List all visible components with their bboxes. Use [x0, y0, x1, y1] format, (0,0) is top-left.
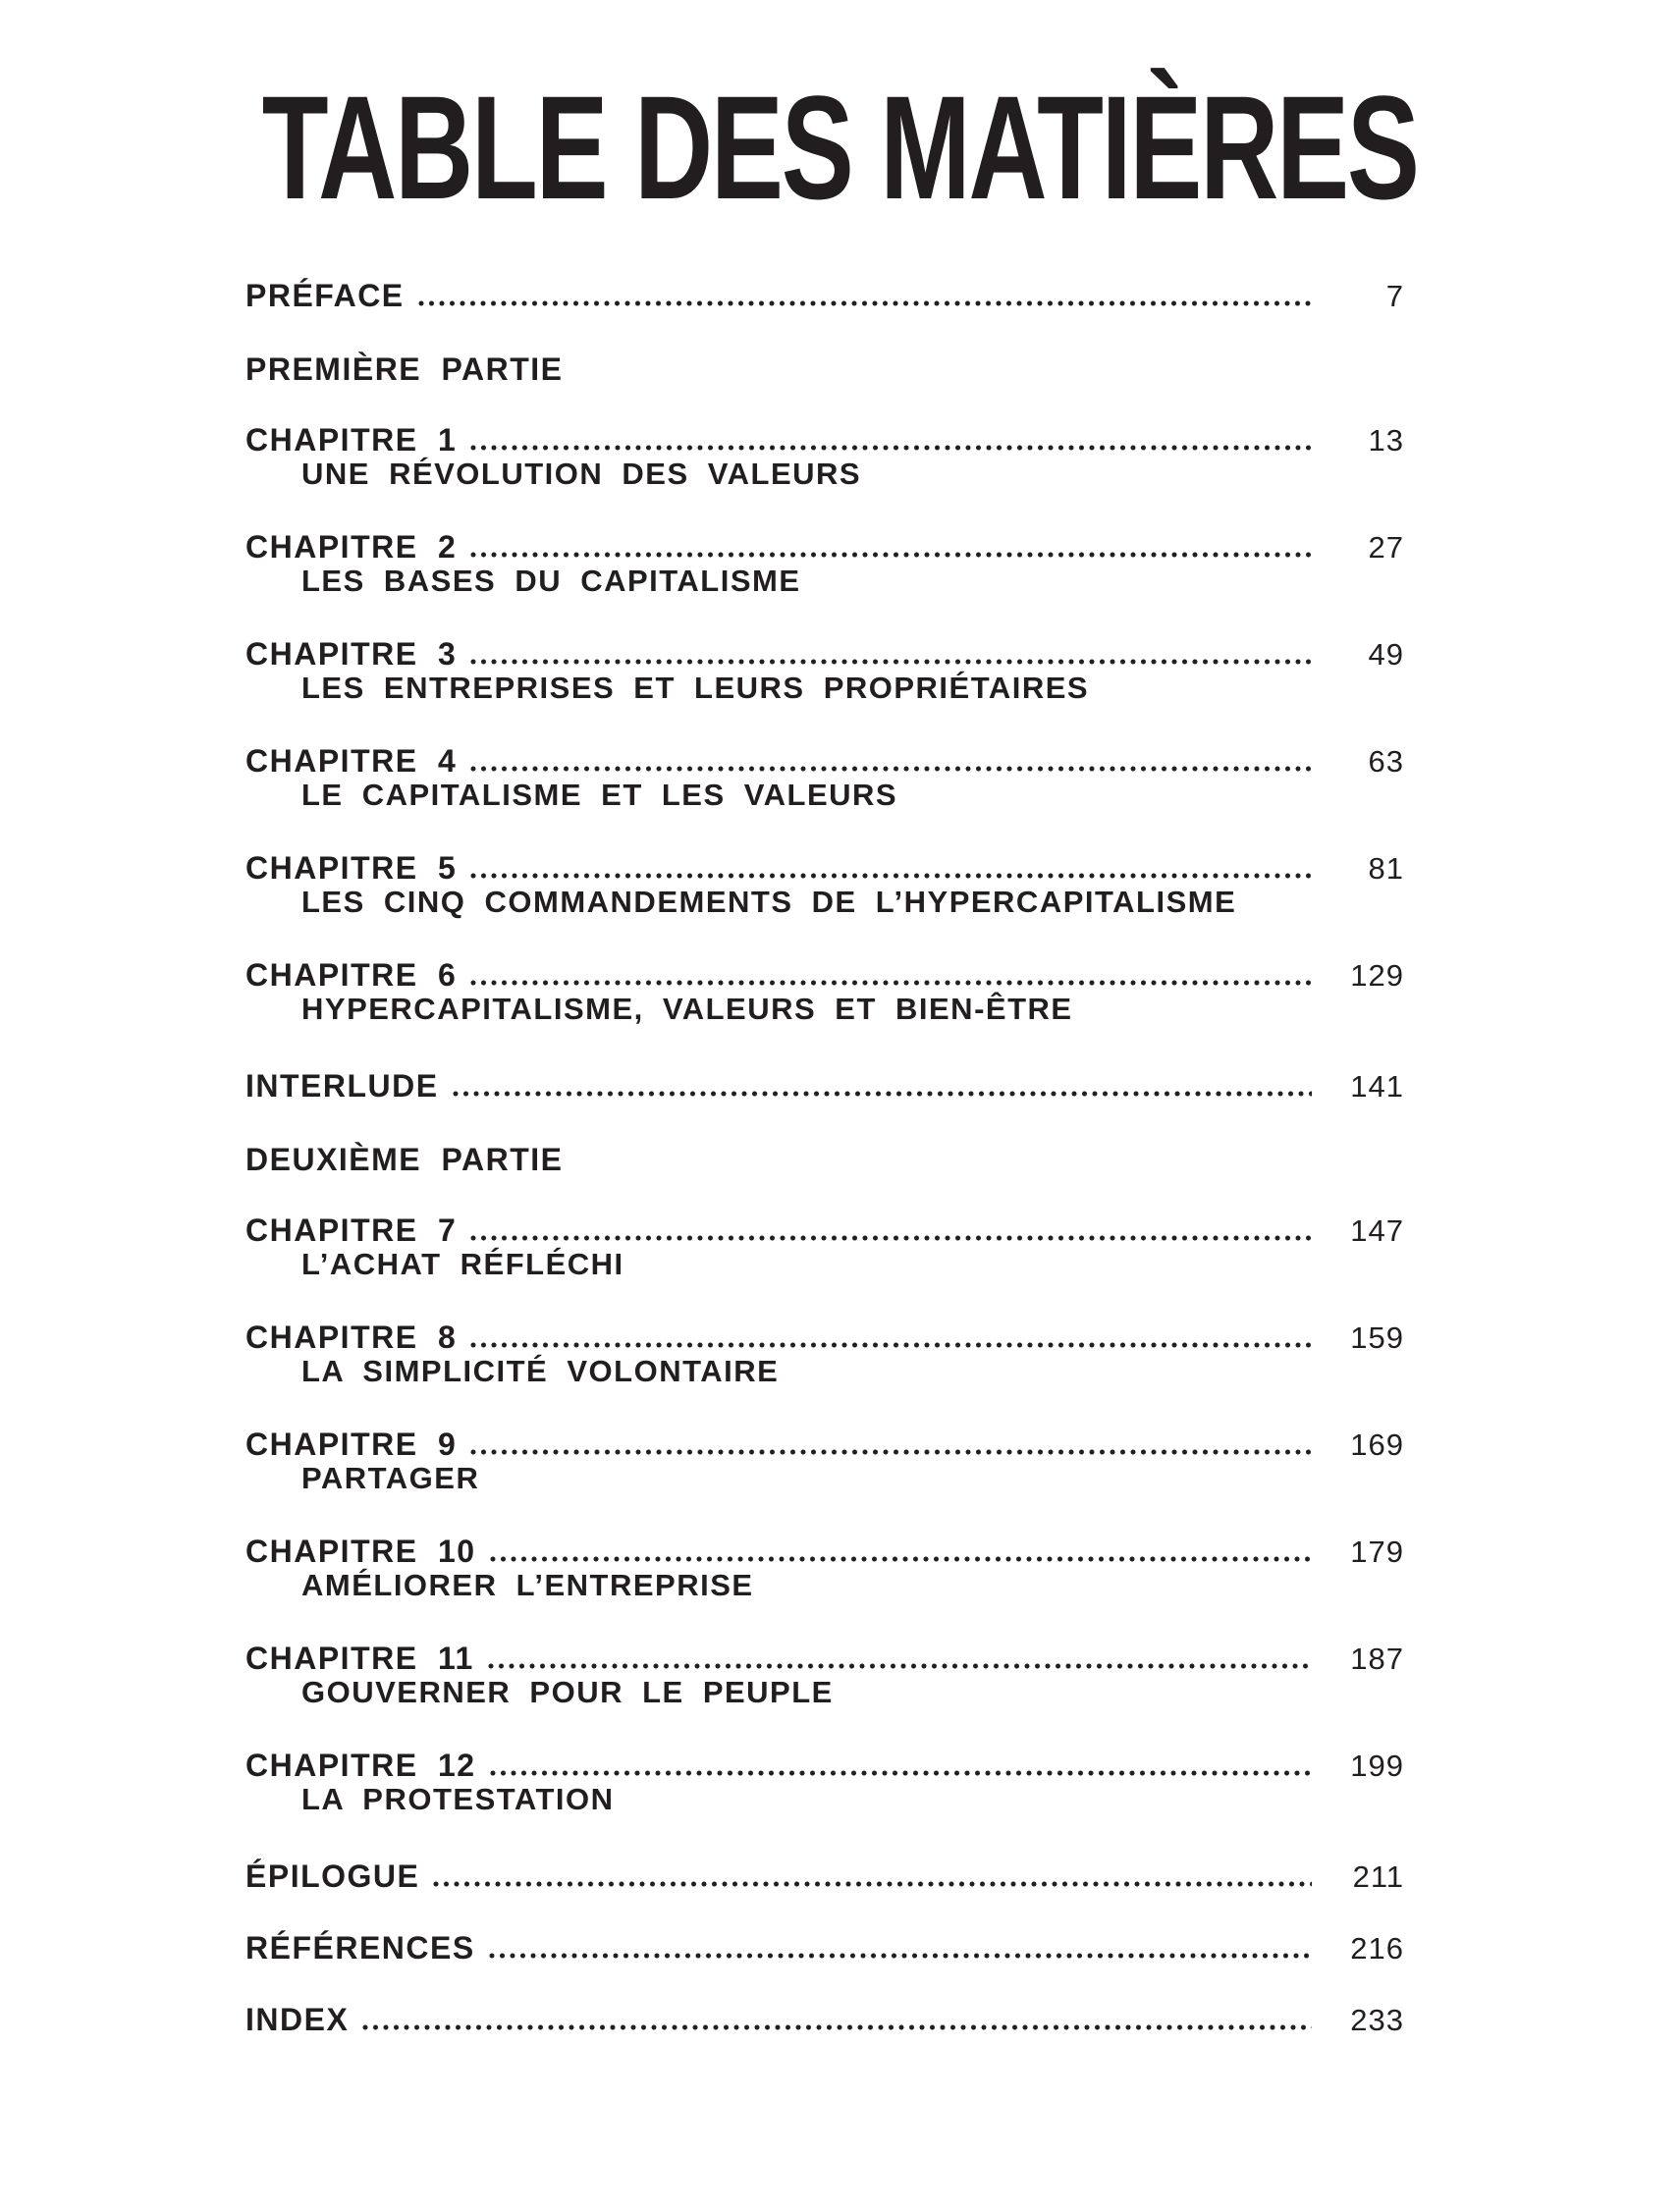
toc-chapter-page: 147 — [1350, 1213, 1404, 1248]
toc-chapter-subtitle: LES BASES DU CAPITALISME — [301, 564, 801, 598]
toc-chapter-8 — [245, 1320, 1404, 1388]
toc-entry-page: 216 — [1350, 1931, 1404, 1966]
toc-chapter-4 — [245, 744, 1404, 812]
toc-chapter-page: 63 — [1368, 744, 1404, 779]
toc-chapter-row — [245, 958, 1404, 993]
toc-chapter-subtitle: PARTAGER — [301, 1461, 480, 1495]
table-of-contents — [0, 279, 1680, 2037]
dot-leader — [488, 1768, 1312, 1778]
dot-leader — [468, 1447, 1312, 1457]
toc-chapter-row — [245, 851, 1404, 886]
toc-entry-interlude — [245, 1069, 1404, 1104]
toc-chapter-page: 159 — [1350, 1320, 1404, 1355]
toc-chapter-page: 81 — [1368, 851, 1404, 886]
dot-leader — [488, 1554, 1312, 1564]
toc-entry-page: 233 — [1350, 2003, 1404, 2037]
toc-chapter-page: 129 — [1350, 958, 1404, 993]
toc-chapter-subtitle: AMÉLIORER L’ENTREPRISE — [301, 1568, 754, 1602]
toc-chapter-1 — [245, 423, 1404, 491]
toc-chapter-page: 199 — [1350, 1749, 1404, 1783]
dot-leader — [487, 1951, 1312, 1961]
toc-chapter-label: CHAPITRE 11 — [245, 1641, 474, 1676]
toc-chapter-label: CHAPITRE 12 — [245, 1748, 476, 1783]
toc-chapter-label: CHAPITRE 9 — [245, 1427, 458, 1462]
toc-section-label: DEUXIÈME PARTIE — [245, 1142, 564, 1177]
toc-entry-page: 7 — [1385, 279, 1404, 313]
dot-leader — [431, 1879, 1312, 1889]
toc-chapter-label: CHAPITRE 8 — [245, 1320, 458, 1355]
toc-chapter-label: CHAPITRE 4 — [245, 743, 458, 779]
toc-entry-preface — [245, 279, 1404, 313]
toc-chapter-label: CHAPITRE 10 — [245, 1534, 476, 1569]
toc-chapter-2 — [245, 530, 1404, 598]
toc-entry-page: 141 — [1350, 1069, 1404, 1104]
toc-chapter-9 — [245, 1428, 1404, 1495]
toc-chapter-page: 179 — [1350, 1535, 1404, 1569]
toc-chapter-label: CHAPITRE 5 — [245, 850, 458, 886]
dot-leader — [486, 1661, 1312, 1671]
dot-leader — [451, 1089, 1312, 1099]
dot-leader — [416, 298, 1312, 308]
toc-section-label: PREMIÈRE PARTIE — [245, 351, 564, 387]
page-title: TABLE DES MATIÈRES — [262, 65, 1418, 230]
toc-chapter-row — [245, 1749, 1404, 1783]
toc-chapter-subtitle: LES ENTREPRISES ET LEURS PROPRIÉTAIRES — [301, 671, 1090, 705]
dot-leader — [468, 657, 1312, 667]
toc-chapter-7 — [245, 1213, 1404, 1281]
toc-chapter-subtitle: LA PROTESTATION — [301, 1782, 615, 1816]
toc-section-heading-part2 — [245, 1143, 1404, 1176]
toc-chapter-label: CHAPITRE 6 — [245, 957, 458, 993]
toc-chapter-12 — [245, 1749, 1404, 1816]
dot-leader — [468, 1233, 1312, 1243]
toc-chapter-label: CHAPITRE 2 — [245, 529, 458, 565]
dot-leader — [360, 2022, 1312, 2032]
toc-chapter-row — [245, 637, 1404, 672]
dot-leader — [468, 443, 1312, 453]
toc-entry-label: INDEX — [245, 2002, 350, 2037]
toc-chapter-row — [245, 530, 1404, 565]
toc-entry-label: RÉFÉRENCES — [245, 1930, 475, 1966]
toc-chapter-subtitle: UNE RÉVOLUTION DES VALEURS — [301, 457, 862, 491]
toc-chapter-row — [245, 1213, 1404, 1248]
toc-chapter-label: CHAPITRE 7 — [245, 1212, 458, 1248]
dot-leader — [468, 978, 1312, 988]
toc-entry-page: 211 — [1352, 1859, 1404, 1894]
toc-entry-label: INTERLUDE — [245, 1068, 439, 1104]
toc-chapter-page: 187 — [1350, 1642, 1404, 1676]
toc-chapter-11 — [245, 1642, 1404, 1709]
toc-chapter-subtitle: HYPERCAPITALISME, VALEURS ET BIEN-ÊTRE — [301, 992, 1073, 1026]
toc-entry-references — [245, 1931, 1404, 1966]
toc-chapter-page: 49 — [1368, 637, 1404, 672]
toc-chapter-page: 13 — [1368, 423, 1404, 458]
dot-leader — [468, 764, 1312, 774]
toc-chapter-row — [245, 1428, 1404, 1462]
toc-entry-label: ÉPILOGUE — [245, 1859, 420, 1894]
toc-chapter-10 — [245, 1535, 1404, 1602]
dot-leader — [468, 550, 1312, 560]
toc-chapter-row — [245, 1320, 1404, 1355]
toc-chapter-6 — [245, 958, 1404, 1026]
toc-entry-epilogue — [245, 1859, 1404, 1894]
toc-chapter-page: 27 — [1368, 530, 1404, 565]
toc-entry-label: PRÉFACE — [245, 278, 405, 313]
toc-chapter-subtitle: LES CINQ COMMANDEMENTS DE L’HYPERCAPITALISME — [301, 885, 1237, 919]
toc-entry-index — [245, 2003, 1404, 2037]
dot-leader — [468, 871, 1312, 881]
page-title-wrap — [0, 65, 1680, 230]
toc-chapter-page: 169 — [1350, 1428, 1404, 1462]
toc-chapter-row — [245, 744, 1404, 779]
toc-chapter-row — [245, 1535, 1404, 1569]
toc-chapter-row — [245, 1642, 1404, 1676]
toc-chapter-subtitle: LE CAPITALISME ET LES VALEURS — [301, 778, 898, 812]
dot-leader — [468, 1340, 1312, 1350]
toc-chapter-row — [245, 423, 1404, 458]
toc-chapter-label: CHAPITRE 3 — [245, 636, 458, 672]
toc-chapter-label: CHAPITRE 1 — [245, 422, 458, 458]
toc-chapter-subtitle: L’ACHAT RÉFLÉCHI — [301, 1247, 624, 1281]
toc-section-heading-part1 — [245, 352, 1404, 386]
toc-chapter-5 — [245, 851, 1404, 919]
toc-chapter-subtitle: GOUVERNER POUR LE PEUPLE — [301, 1675, 834, 1709]
toc-chapter-3 — [245, 637, 1404, 705]
toc-chapter-subtitle: LA SIMPLICITÉ VOLONTAIRE — [301, 1354, 780, 1388]
